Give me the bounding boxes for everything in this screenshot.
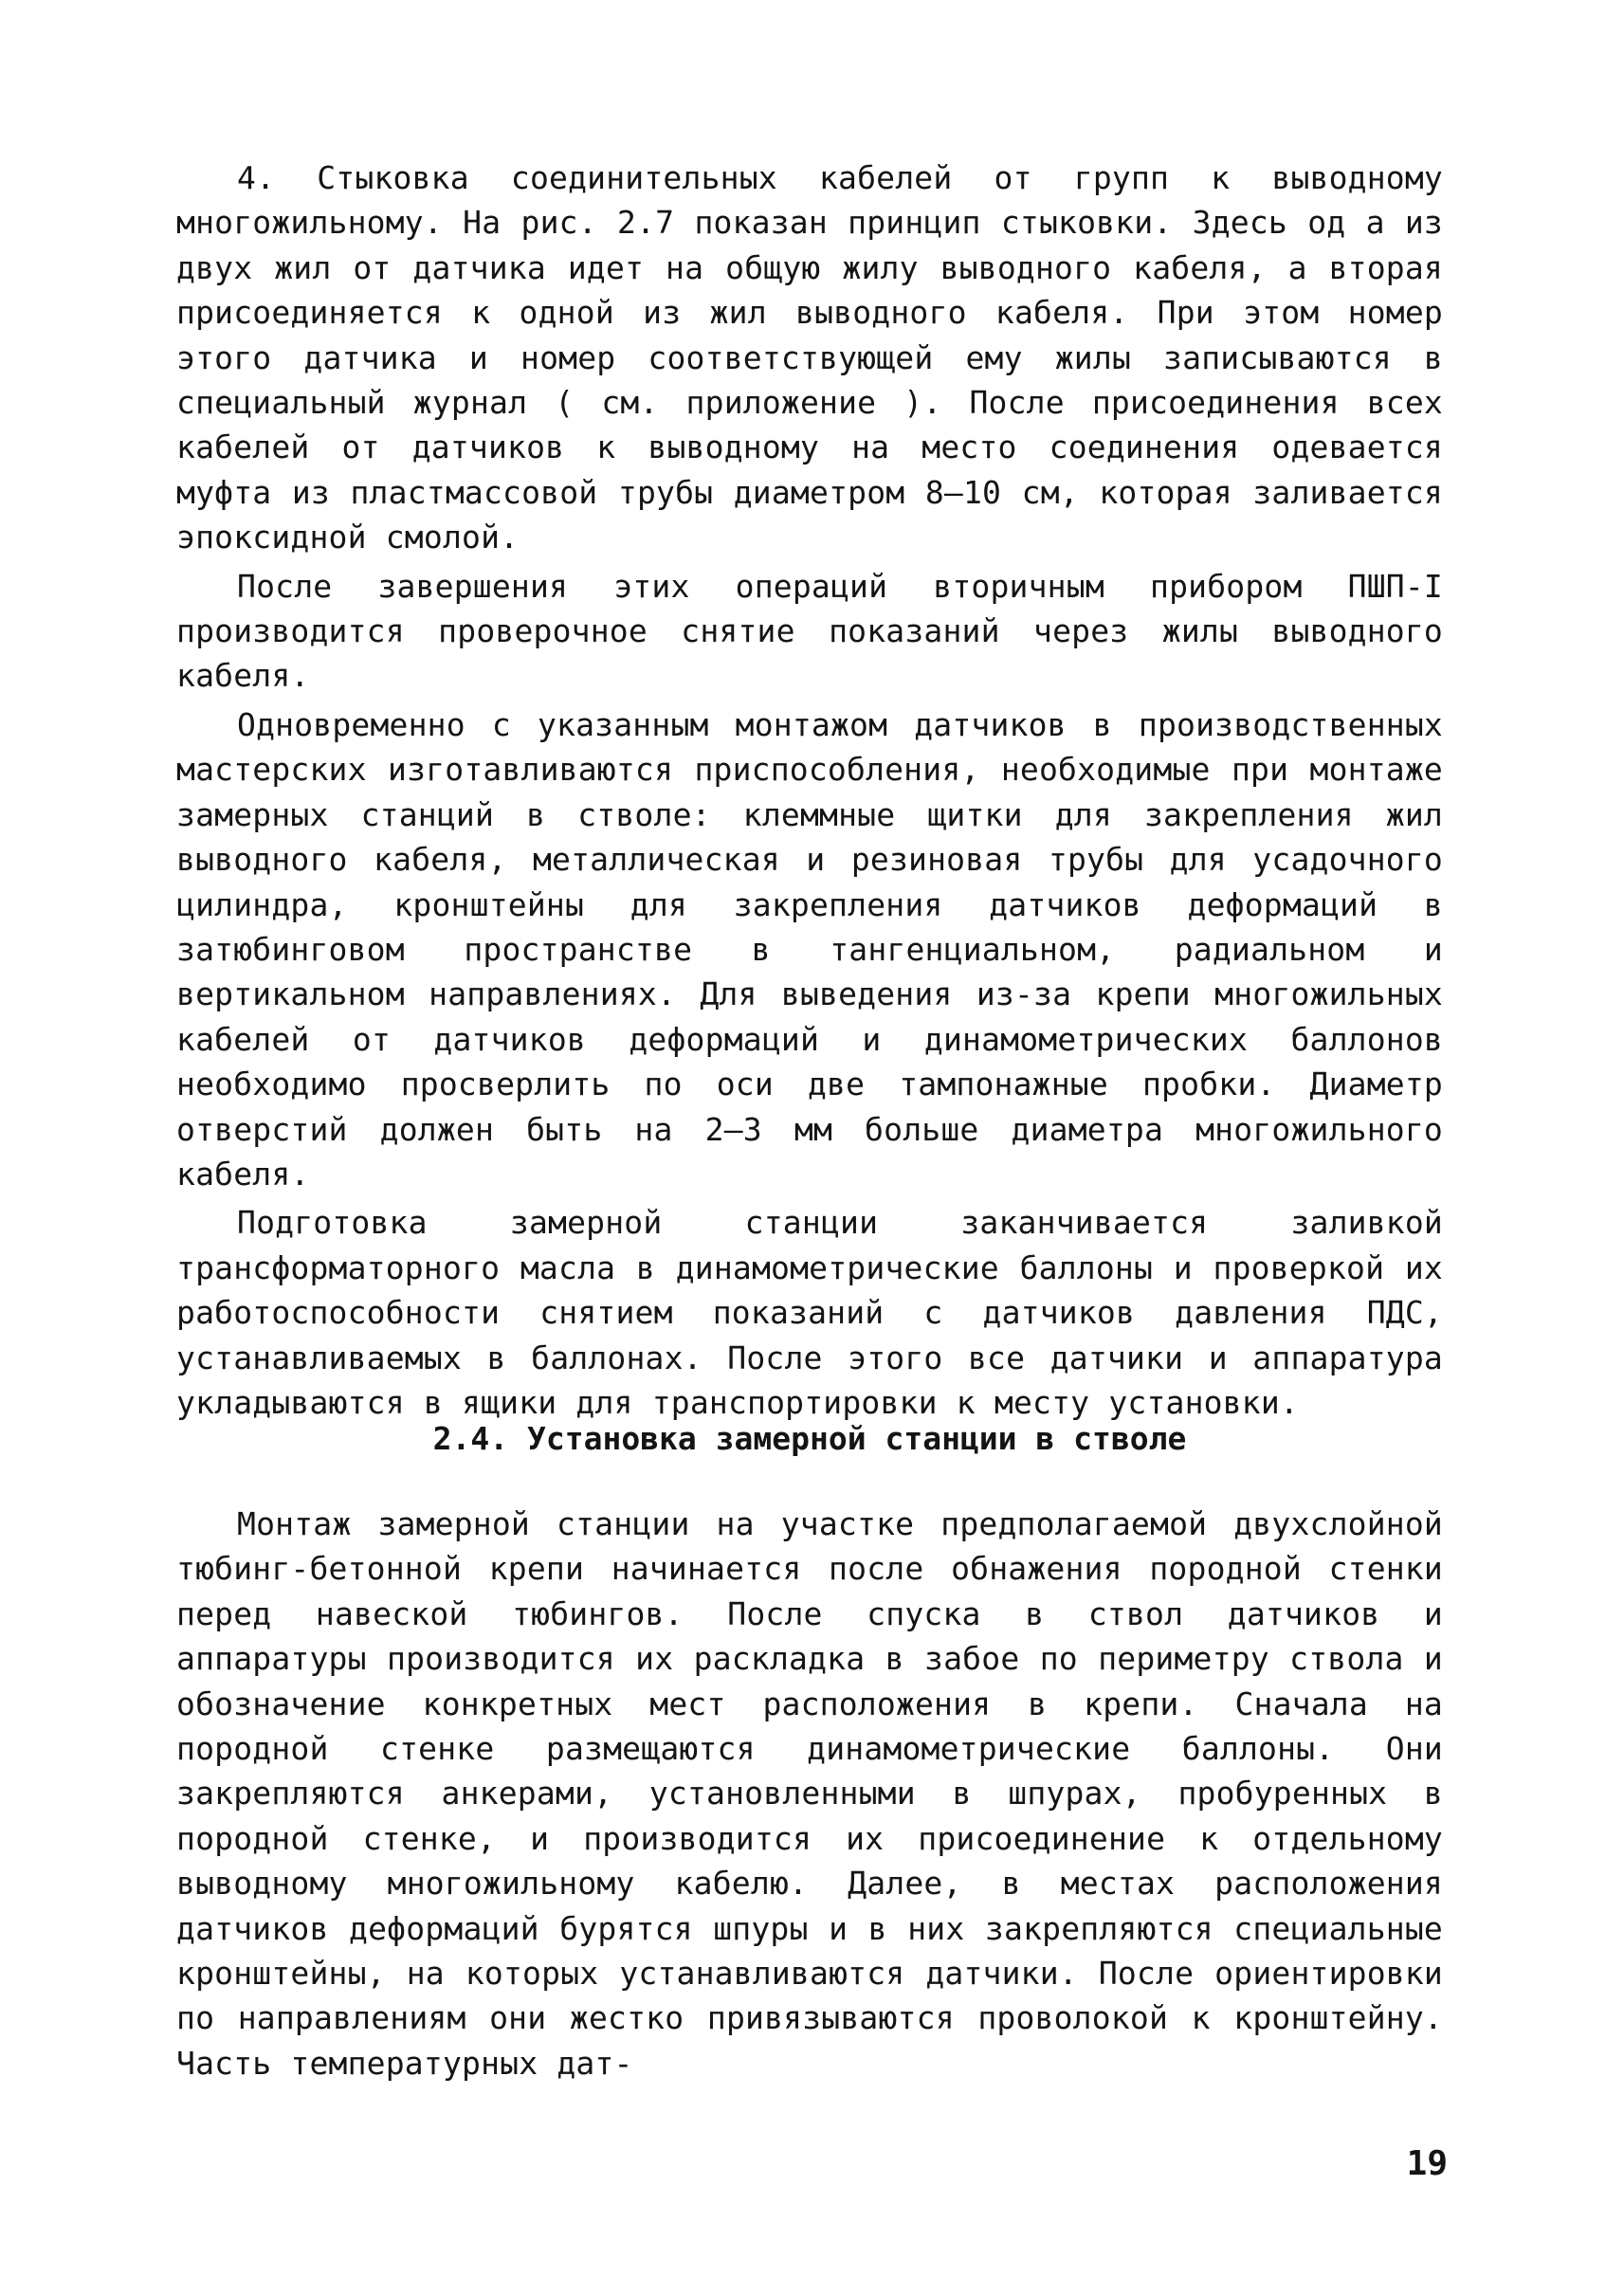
- top-text-block: [176, 155, 1443, 1425]
- paragraph-cable-joining: 4. Стыковка соединительных кабелей от групп к выводному многожильному. На рис. 2.7 показан принцип стыковки. Здесь од а из двух жил от датчика идет на общую жилу выводного кабеля, а вторая присоединяется к одной из жил выводного кабеля. При этом номер этого датчика и номер соответствующей ему жилы записываются в специальный журнал ( см. приложение ). После присоединения всех кабелей от датчиков к выводному на место соединения одевается муфта из пластмассовой трубы диаметром 8–10 см, которая заливается эпоксидной смолой.: [176, 159, 1443, 556]
- page-number: 19: [1406, 2144, 1448, 2183]
- paragraph-station-preparation: Подготовка замерной станции заканчивается заливкой трансформаторного масла в динамометрические баллоны и проверкой их работоспособности снятием показаний с датчиков давления ПДС, устанавливаемых в баллонах. После этого все датчики и аппаратура укладываются в ящики для транспортировки к месту установки.: [176, 1204, 1443, 1421]
- paragraph-fixtures: Одновременно с указанным монтажом датчиков в производственных мастерских изготавливаются приспособления, необходимые при монтаже замерных станций в стволе: клеммные щитки для закрепления жил выводного кабеля, металлическая и резиновая трубы для усадочного цилиндра, кронштейны для закрепления датчиков деформаций в затюбинговом пространстве в тангенциальном, радиальном и вертикальном направлениях. Для выведения из-за крепи многожильных кабелей от датчиков деформаций и динамометрических баллонов необходимо просверлить по оси две тампонажные пробки. Диаметр отверстий должен быть на 2–3 мм больше диаметра многожильного кабеля.: [176, 705, 1443, 1193]
- section-heading: 2.4. Установка замерной станции в стволе: [432, 1420, 1187, 1457]
- paragraph-station-installation: Монтаж замерной станции на участке предполагаемой двухслойной тюбинг-бетонной крепи начинается после обнажения породной стенки перед навеской тюбингов. После спуска в ствол датчиков и аппаратуры производится их раскладка в забое по периметру ствола и обозначение конкретных мест расположения в крепи. Сначала на породной стенке размещаются динамометрические баллоны. Они закрепляются анкерами, установленными в шпурах, пробуренных в породной стенке, и производится их присоединение к отдельному выводному многожильному кабелю. Далее, в местах расположения датчиков деформаций бурятся шпуры и в них закрепляются специальные кронштейны, на которых устанавливаются датчики. После ориентировки по направлениям они жестко привязываются проволокой к кронштейну. Часть температурных дат-: [176, 1505, 1443, 2082]
- bottom-text-block: [176, 1502, 1443, 2086]
- paragraph-verification: После завершения этих операций вторичным прибором ПШП-I производится проверочное снятие показаний через жилы выводного кабеля.: [176, 567, 1443, 695]
